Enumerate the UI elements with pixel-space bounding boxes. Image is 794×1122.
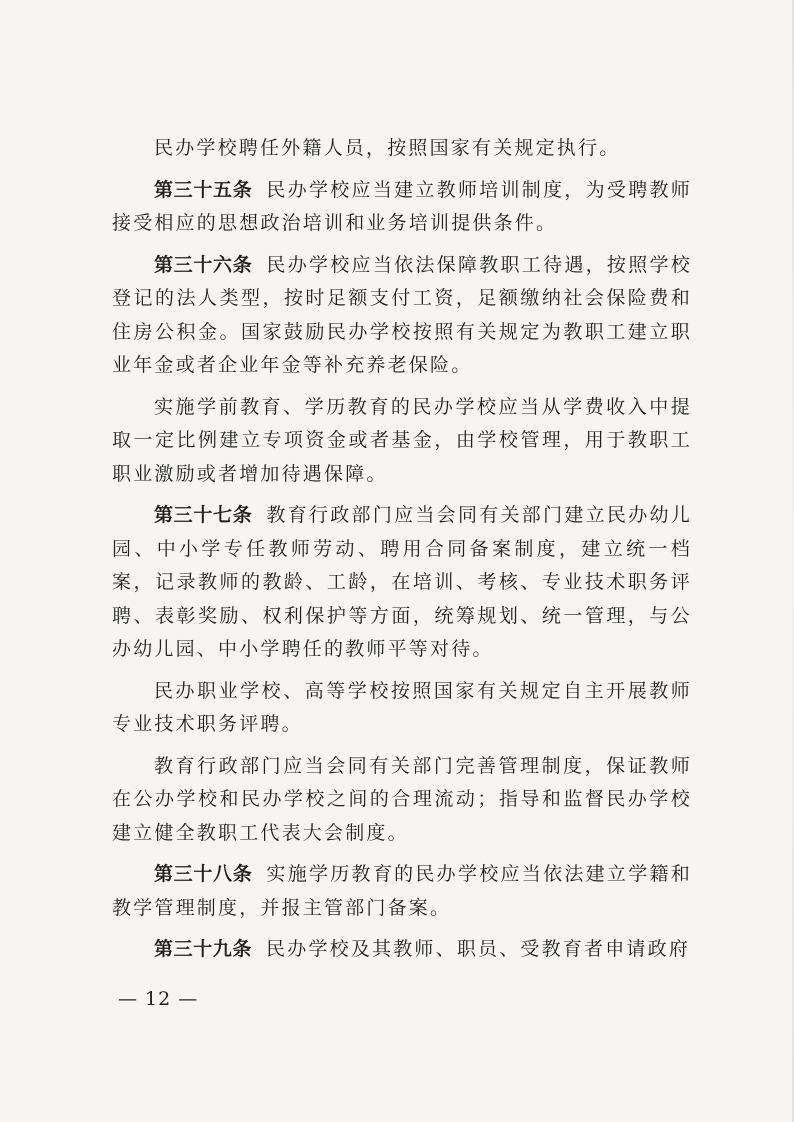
paragraph-text: 民办学校应当建立教师培训制度，为受聘教师接受相应的思想政治培训和业务培训提供条件。: [112, 178, 692, 234]
article-35: [112, 174, 692, 241]
article-36: [112, 249, 692, 383]
paragraph-text: 教育行政部门应当会同有关部门建立民办幼儿园、中小学专任教师劳动、聘用合同备案制度，建立统一档案，记录教师的教龄、工龄，在培训、考核、专业技术职务评聘、表彰奖励、权利保护等方面，统筹规划、统一管理，与公办幼儿园、中小学聘任的教师平等对待。: [112, 504, 692, 660]
article-37: [112, 499, 692, 667]
paragraph-text: 民办职业学校、高等学校按照国家有关规定自主开展教师专业技术职务评聘。: [112, 679, 692, 735]
article-39: [112, 933, 692, 967]
paragraph-text: 民办学校应当依法保障教职工待遇，按照学校登记的法人类型，按时足额支付工资，足额缴纳社会保险费和住房公积金。国家鼓励民办学校按照有关规定为教职工建立职业年金或者企业年金等补充养老保险。: [112, 253, 692, 376]
article-label: 第三十九条: [154, 938, 253, 960]
paragraph-text: 民办学校及其教师、职员、受教育者申请政府: [266, 938, 691, 960]
paragraph-text: 民办学校聘任外籍人员，按照国家有关规定执行。: [154, 137, 621, 159]
paragraph-7: [112, 750, 692, 851]
page-number: — 12 —: [118, 988, 199, 1010]
paragraph-text: 实施学前教育、学历教育的民办学校应当从学费收入中提取一定比例建立专项资金或者基金，由学校管理，用于教职工职业激励或者增加待遇保障。: [112, 395, 692, 485]
article-38: [112, 858, 692, 925]
paragraph-text: 实施学历教育的民办学校应当依法建立学籍和教学管理制度，并报主管部门备案。: [112, 863, 692, 919]
article-label: 第三十八条: [154, 863, 253, 885]
article-label: 第三十七条: [154, 504, 253, 526]
paragraph-6: [112, 675, 692, 742]
document-body: [112, 132, 692, 975]
paragraph-text: 教育行政部门应当会同有关部门完善管理制度，保证教师在公办学校和民办学校之间的合理流动；指导和监督民办学校建立健全教职工代表大会制度。: [112, 754, 692, 844]
article-label: 第三十六条: [154, 253, 253, 276]
paragraph-4: [112, 391, 692, 492]
paragraph-1: [112, 132, 692, 166]
article-label: 第三十五条: [154, 178, 253, 201]
